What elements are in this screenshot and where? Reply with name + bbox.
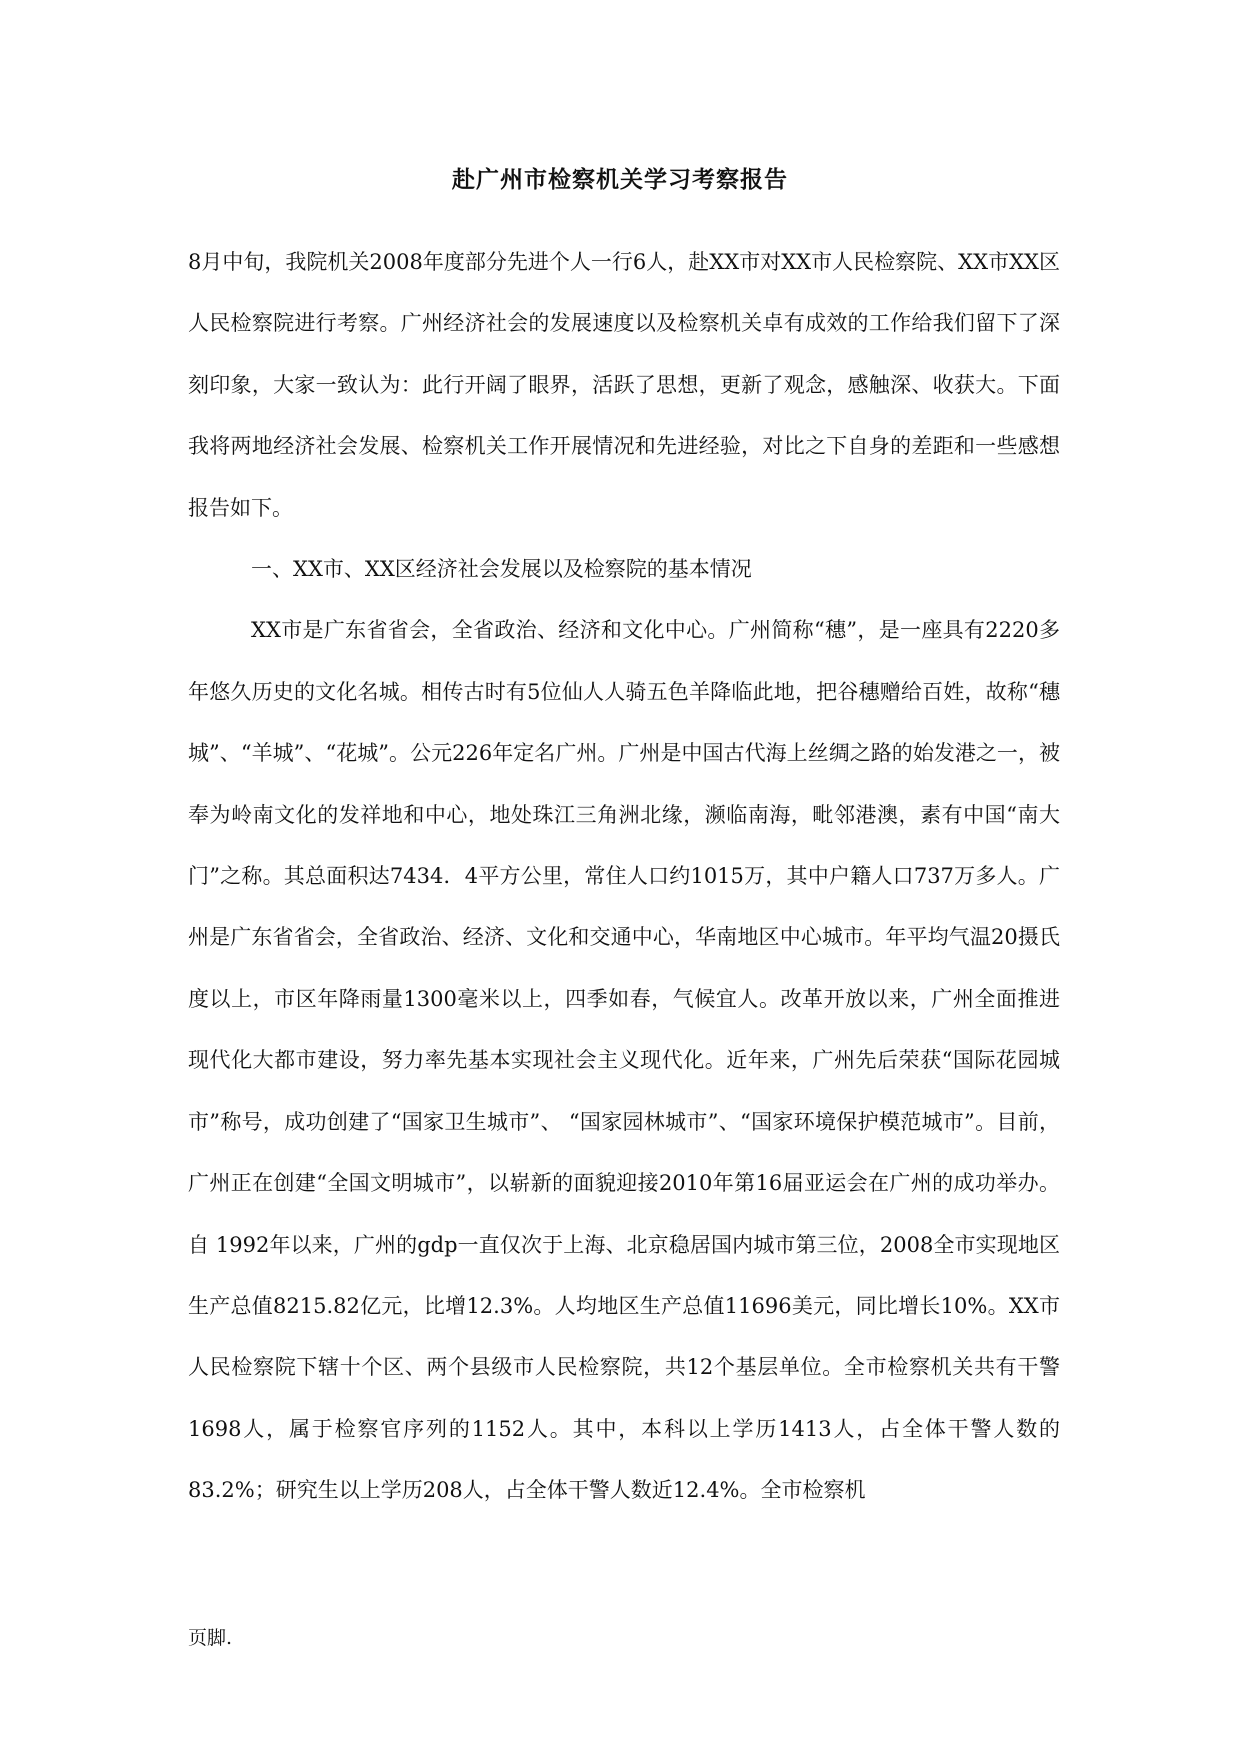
paragraph-city-overview: XX市是广东省省会，全省政治、经济和文化中心。广州简称“穗”，是一座具有2220多年悠久历史的文化名城。相传古时有5位仙人人骑五色羊降临此地，把谷穗赠给百姓，故称“穗城”、“羊城”、“花城”。公元226年定名广州。广州是中国古代海上丝绸之路的始发港之一，被奉为岭南文化的发祥地和中心，地处珠江三角洲北缘，濒临南海，毗邻港澳，素有中国“南大门”之称。其总面积达7434．4平方公里，常住人口约1015万，其中户籍人口737万多人。广州是广东省省会，全省政治、经济、文化和交通中心，华南地区中心城市。年平均气温20摄氏度以上，市区年降雨量1300毫米以上，四季如春，气候宜人。改革开放以来，广州全面推进现代化大都市建设，努力率先基本实现社会主义现代化。近年来，广州先后荣获“国际花园城市”称号，成功创建了“国家卫生城市”、 “国家园林城市”、“国家环境保护模范城市”。目前，广州正在创建“全国文明城市”，以崭新的面貌迎接2010年第16届亚运会在广州的成功举办。自 1992年以来，广州的gdp一直仅次于上海、北京稳居国内城市第三位，2008全市实现地区生产总值8215.82亿元，比增12.3%。人均地区生产总值11696美元，同比增长10%。XX市人民检察院下辖十个区、两个县级市人民检察院，共12个基层单位。全市检察机关共有干警1698人，属于检察官序列的1152人。其中，本科以上学历1413人，占全体干警人数的83.2%；研究生以上学历208人，占全体干警人数近12.4%。全市检察机 [188,618,1060,1503]
document-title: 赴广州市检察机关学习考察报告 [452,166,788,193]
page-footer: 页脚. [188,1627,233,1649]
document-body [188,232,1060,1522]
paragraph-intro: 8月中旬，我院机关2008年度部分先进个人一行6人，赴XX市对XX市人民检察院、XX市XX区人民检察院进行考察。广州经济社会的发展速度以及检察机关卓有成效的工作给我们留下了深刻印象，大家一致认为：此行开阔了眼界，活跃了思想，更新了观念，感触深、收获大。下面我将两地经济社会发展、检察机关工作开展情况和先进经验，对比之下自身的差距和一些感想报告如下。 [188,250,1060,520]
section-heading-1: 一、XX市、XX区经济社会发展以及检察院的基本情况 [251,557,752,582]
